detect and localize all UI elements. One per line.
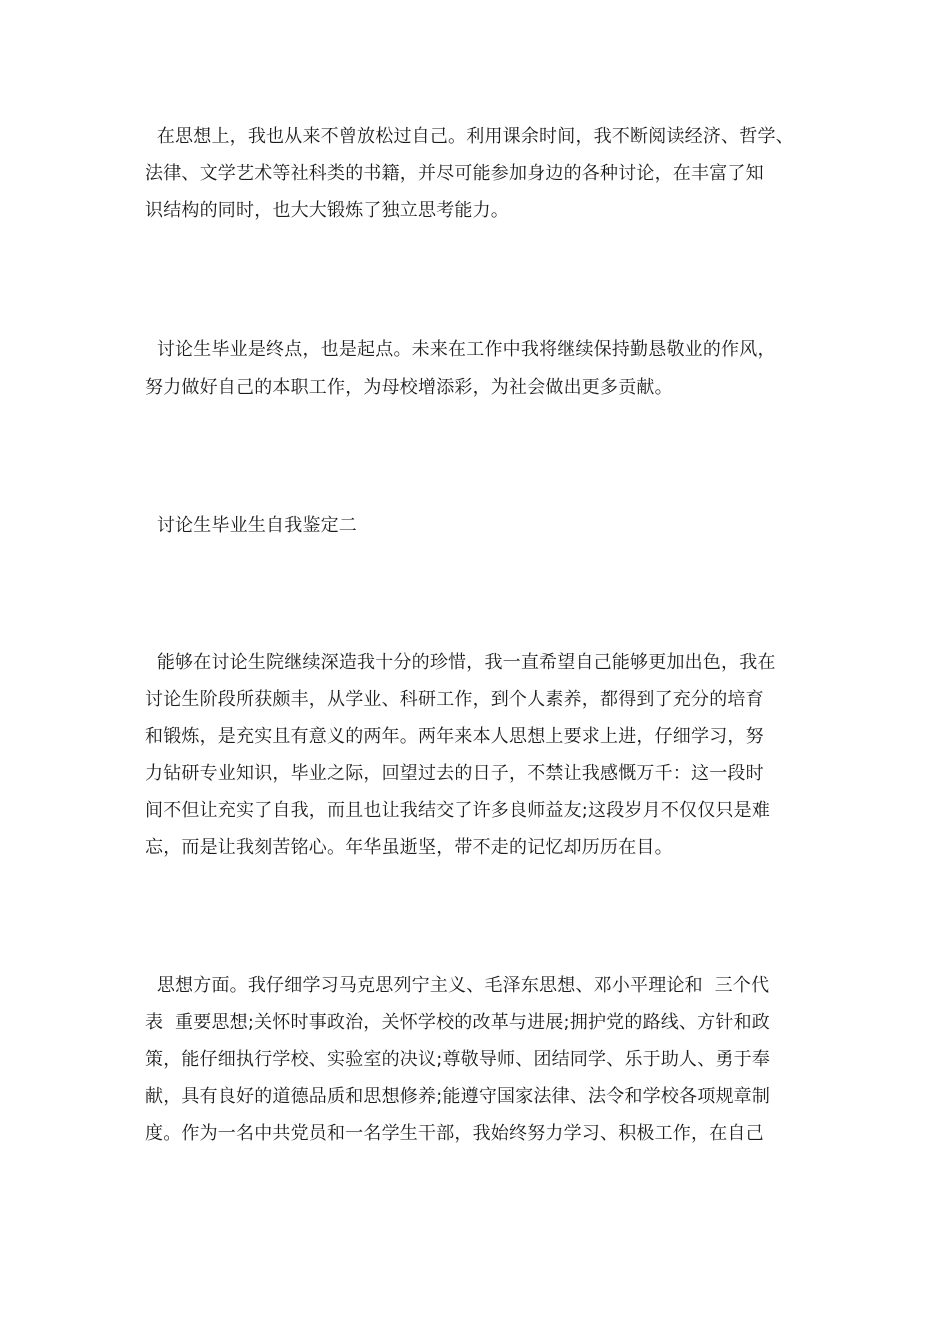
paragraph-line: 度。作为一名中共党员和一名学生干部，我始终努力学习、积极工作，在自己 [145, 1123, 764, 1144]
paragraph-line: 法律、文学艺术等社科类的书籍，并尽可能参加身边的各种讨论，在丰富了知 [145, 163, 764, 184]
paragraph-line: 间不但让充实了自我，而且也让我结交了许多良师益友;这段岁月不仅仅只是难 [145, 800, 771, 821]
paragraph-line: 思想方面。我仔细学习马克思列宁主义、毛泽东思想、邓小平理论和 三个代 [145, 975, 770, 996]
section-heading: 讨论生毕业生自我鉴定二 [145, 515, 358, 536]
paragraph-line: 努力做好自己的本职工作，为母校增添彩，为社会做出更多贡献。 [145, 377, 673, 398]
paragraph-line: 表 重要思想;关怀时事政治，关怀学校的改革与进展;拥护党的路线、方针和政 [145, 1012, 770, 1033]
paragraph-line: 能够在讨论生院继续深造我十分的珍惜，我一直希望自己能够更加出色，我在 [145, 652, 776, 673]
paragraph-line: 讨论生阶段所获颇丰，从学业、科研工作，到个人素养，都得到了充分的培育 [145, 689, 764, 710]
paragraph-line: 在思想上，我也从来不曾放松过自己。利用课余时间，我不断阅读经济、哲学、 [145, 126, 794, 147]
paragraph-line: 策，能仔细执行学校、实验室的决议;尊敬导师、团结同学、乐于助人、勇于奉 [145, 1049, 771, 1070]
paragraph-line: 献，具有良好的道德品质和思想修养;能遵守国家法律、法令和学校各项规章制 [145, 1086, 771, 1107]
paragraph-line: 识结构的同时，也大大锻炼了独立思考能力。 [145, 200, 509, 221]
paragraph-line: 讨论生毕业是终点，也是起点。未来在工作中我将继续保持勤恳敬业的作风， [145, 339, 776, 360]
paragraph-line: 和锻炼，是充实且有意义的两年。两年来本人思想上要求上进，仔细学习，努 [145, 726, 764, 747]
paragraph-line: 忘，而是让我刻苦铭心。年华虽逝坚，带不走的记忆却历历在目。 [145, 837, 673, 858]
paragraph-line: 力钻研专业知识，毕业之际，回望过去的日子，不禁让我感慨万千：这一段时 [145, 763, 764, 784]
